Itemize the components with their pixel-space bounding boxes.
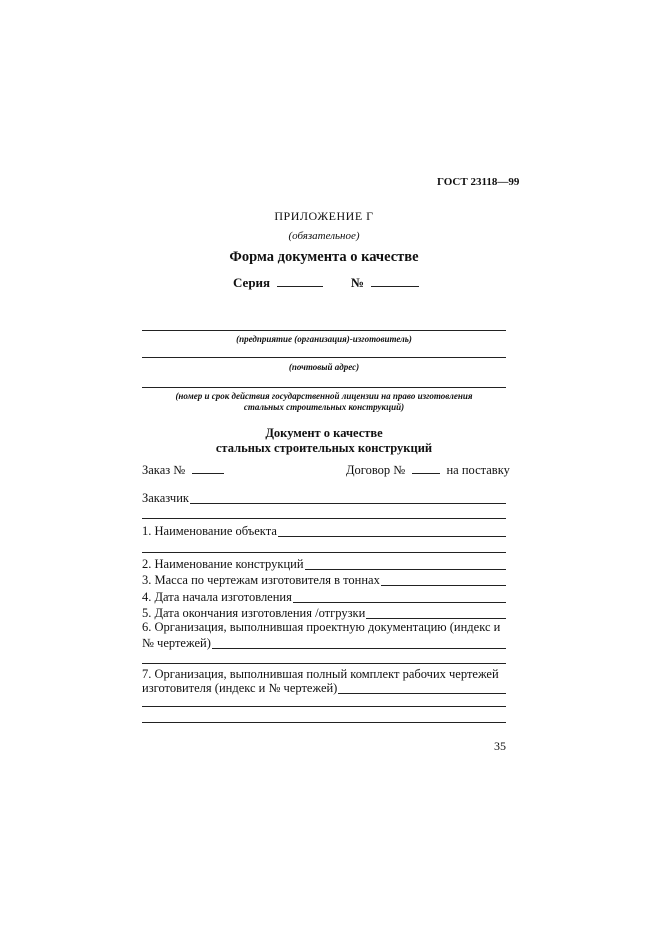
license-caption-line1: (номер и срок действия государственной лицензии на право изготовления (175, 391, 473, 401)
item2-label: 2. Наименование конструкций (142, 557, 304, 571)
item6-label-line1: 6. Организация, выполнившая проектную документацию (индекс и (142, 620, 501, 634)
item3-field (142, 573, 506, 588)
item3-label: 3. Масса по чертежам изготовителя в тоннах (142, 573, 380, 587)
number-label: № (351, 275, 365, 290)
item1-blank[interactable] (278, 536, 506, 537)
license-line[interactable] (142, 387, 506, 388)
number-blank[interactable] (371, 285, 419, 287)
item6-extra-line[interactable] (142, 663, 506, 664)
manufacturer-caption: (предприятие (организация)-изготовитель) (236, 334, 412, 344)
contract-blank[interactable] (412, 472, 440, 474)
number-field (351, 275, 419, 291)
document-title-line2: стальных строительных конструкций (215, 441, 433, 455)
contract-field (346, 463, 510, 478)
series-field (233, 275, 323, 291)
item4-label: 4. Дата начала изготовления (142, 590, 292, 604)
postal-address-caption: (почтовый адрес) (288, 362, 360, 372)
item5-blank[interactable] (366, 618, 506, 619)
form-title: Форма документа о качестве (229, 249, 419, 265)
appendix-status: (обязательное) (288, 230, 360, 242)
item7-extra-line-2[interactable] (142, 722, 506, 723)
document-title-line1: Документ о качестве (265, 426, 383, 440)
item7-extra-line-1[interactable] (142, 706, 506, 707)
item7-label-line2: изготовителя (индекс и № чертежей) (142, 681, 338, 695)
contract-label: Договор № (346, 463, 406, 477)
postal-address-line[interactable] (142, 357, 506, 358)
license-caption-line2: стальных строительных конструкций) (243, 402, 405, 412)
item1-extra-line[interactable] (142, 552, 506, 553)
customer-blank[interactable] (190, 503, 506, 504)
item5-label: 5. Дата окончания изготовления /отгрузки (142, 606, 366, 620)
item4-blank[interactable] (293, 602, 506, 603)
manufacturer-line[interactable] (142, 330, 506, 331)
item5-field (142, 606, 506, 621)
item7-blank[interactable] (338, 693, 506, 694)
item4-field (142, 590, 506, 605)
item2-blank[interactable] (305, 569, 506, 570)
customer-extra-line[interactable] (142, 518, 506, 519)
series-label: Серия (233, 275, 271, 290)
item6-blank[interactable] (212, 648, 506, 649)
item6-field (142, 636, 506, 651)
item1-field (142, 524, 506, 539)
order-blank[interactable] (192, 472, 224, 474)
customer-label: Заказчик (142, 491, 189, 505)
item2-field (142, 557, 506, 572)
order-field (142, 463, 224, 478)
item7-label-line1: 7. Организация, выполнившая полный комплект рабочих чертежей (142, 667, 499, 681)
item1-label: 1. Наименование объекта (142, 524, 277, 538)
item7-field (142, 681, 506, 696)
item6-label-line2: № чертежей) (142, 636, 211, 650)
item3-blank[interactable] (381, 585, 506, 586)
contract-suffix: на поставку (446, 463, 510, 477)
series-blank[interactable] (277, 285, 323, 287)
customer-field (142, 491, 506, 506)
standard-code: ГОСТ 23118—99 (437, 176, 520, 188)
order-label: Заказ № (142, 463, 186, 477)
page-number: 35 (494, 739, 506, 753)
appendix-title: ПРИЛОЖЕНИЕ Г (274, 209, 374, 223)
